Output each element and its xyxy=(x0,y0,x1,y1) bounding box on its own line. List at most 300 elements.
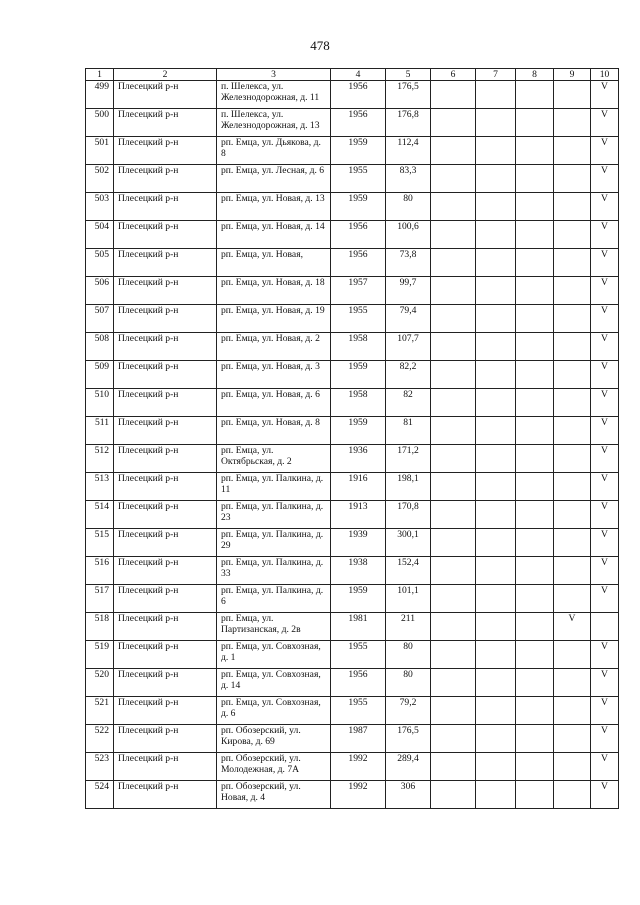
address-cell: рп. Обозерский, ул. Новая, д. 4 xyxy=(217,781,331,809)
area-cell: 211 xyxy=(386,613,431,641)
mark-cell xyxy=(554,417,591,445)
district-cell: Плесецкий р-н xyxy=(114,389,217,417)
empty-cell xyxy=(516,781,554,809)
table-row xyxy=(86,445,619,473)
table-row xyxy=(86,641,619,669)
year-cell: 1955 xyxy=(331,697,386,725)
empty-cell xyxy=(431,389,476,417)
address-cell: рп. Емца, ул. Совхозная, д. 14 xyxy=(217,669,331,697)
year-cell: 1987 xyxy=(331,725,386,753)
area-cell: 176,5 xyxy=(386,725,431,753)
district-cell: Плесецкий р-н xyxy=(114,501,217,529)
area-cell: 171,2 xyxy=(386,445,431,473)
address-cell: рп. Емца, ул. Новая, д. 2 xyxy=(217,333,331,361)
row-number-cell: 519 xyxy=(86,641,114,669)
mark-cell xyxy=(554,585,591,613)
address-cell: п. Шелекса, ул. Железнодорожная, д. 11 xyxy=(217,81,331,109)
column-header: 10 xyxy=(591,69,619,81)
empty-cell xyxy=(516,249,554,277)
district-cell: Плесецкий р-н xyxy=(114,305,217,333)
table-row xyxy=(86,473,619,501)
table-row xyxy=(86,333,619,361)
area-cell: 80 xyxy=(386,669,431,697)
column-header: 5 xyxy=(386,69,431,81)
area-cell: 80 xyxy=(386,641,431,669)
mark-cell xyxy=(554,557,591,585)
mark-cell: V xyxy=(591,109,619,137)
mark-cell: V xyxy=(591,193,619,221)
empty-cell xyxy=(476,725,516,753)
address-cell: п. Шелекса, ул. Железнодорожная, д. 13 xyxy=(217,109,331,137)
empty-cell xyxy=(516,361,554,389)
empty-cell xyxy=(476,389,516,417)
mark-cell xyxy=(554,249,591,277)
area-cell: 79,2 xyxy=(386,697,431,725)
empty-cell xyxy=(431,417,476,445)
district-cell: Плесецкий р-н xyxy=(114,585,217,613)
area-cell: 101,1 xyxy=(386,585,431,613)
empty-cell xyxy=(431,305,476,333)
empty-cell xyxy=(431,529,476,557)
mark-cell xyxy=(554,193,591,221)
table-row xyxy=(86,81,619,109)
mark-cell: V xyxy=(591,529,619,557)
table-row xyxy=(86,501,619,529)
empty-cell xyxy=(476,529,516,557)
empty-cell xyxy=(476,193,516,221)
mark-cell xyxy=(554,277,591,305)
district-cell: Плесецкий р-н xyxy=(114,753,217,781)
mark-cell: V xyxy=(591,445,619,473)
district-cell: Плесецкий р-н xyxy=(114,81,217,109)
year-cell: 1913 xyxy=(331,501,386,529)
empty-cell xyxy=(476,417,516,445)
mark-cell: V xyxy=(591,361,619,389)
address-cell: рп. Емца, ул. Палкина, д. 11 xyxy=(217,473,331,501)
address-cell: рп. Емца, ул. Палкина, д. 6 xyxy=(217,585,331,613)
empty-cell xyxy=(516,501,554,529)
address-cell: рп. Емца, ул. Новая, д. 19 xyxy=(217,305,331,333)
year-cell: 1959 xyxy=(331,585,386,613)
table-row xyxy=(86,137,619,165)
empty-cell xyxy=(516,277,554,305)
area-cell: 112,4 xyxy=(386,137,431,165)
empty-cell xyxy=(476,249,516,277)
column-header: 1 xyxy=(86,69,114,81)
address-cell: рп. Емца, ул. Новая, xyxy=(217,249,331,277)
address-cell: рп. Обозерский, ул. Молодежная, д. 7А xyxy=(217,753,331,781)
area-cell: 79,4 xyxy=(386,305,431,333)
year-cell: 1956 xyxy=(331,221,386,249)
row-number-cell: 508 xyxy=(86,333,114,361)
empty-cell xyxy=(476,361,516,389)
year-cell: 1939 xyxy=(331,529,386,557)
year-cell: 1956 xyxy=(331,109,386,137)
empty-cell xyxy=(516,473,554,501)
year-cell: 1959 xyxy=(331,417,386,445)
empty-cell xyxy=(431,781,476,809)
empty-cell xyxy=(476,333,516,361)
district-cell: Плесецкий р-н xyxy=(114,109,217,137)
row-number-cell: 520 xyxy=(86,669,114,697)
empty-cell xyxy=(516,697,554,725)
empty-cell xyxy=(476,277,516,305)
empty-cell xyxy=(476,697,516,725)
mark-cell xyxy=(554,669,591,697)
table-row xyxy=(86,753,619,781)
empty-cell xyxy=(516,137,554,165)
empty-cell xyxy=(516,613,554,641)
table-body xyxy=(86,81,619,809)
year-cell: 1959 xyxy=(331,193,386,221)
year-cell: 1938 xyxy=(331,557,386,585)
mark-cell: V xyxy=(591,753,619,781)
table-row xyxy=(86,221,619,249)
mark-cell: V xyxy=(591,305,619,333)
district-cell: Плесецкий р-н xyxy=(114,165,217,193)
district-cell: Плесецкий р-н xyxy=(114,193,217,221)
year-cell: 1981 xyxy=(331,613,386,641)
year-cell: 1958 xyxy=(331,389,386,417)
mark-cell xyxy=(554,81,591,109)
year-cell: 1956 xyxy=(331,81,386,109)
area-cell: 82,2 xyxy=(386,361,431,389)
column-header: 4 xyxy=(331,69,386,81)
empty-cell xyxy=(476,613,516,641)
table-row xyxy=(86,165,619,193)
mark-cell: V xyxy=(591,641,619,669)
mark-cell xyxy=(554,361,591,389)
mark-cell: V xyxy=(591,501,619,529)
empty-cell xyxy=(516,669,554,697)
year-cell: 1958 xyxy=(331,333,386,361)
mark-cell: V xyxy=(591,249,619,277)
empty-cell xyxy=(431,473,476,501)
empty-cell xyxy=(516,585,554,613)
table-row xyxy=(86,781,619,809)
empty-cell xyxy=(431,613,476,641)
empty-cell xyxy=(476,305,516,333)
year-cell: 1992 xyxy=(331,781,386,809)
empty-cell xyxy=(476,781,516,809)
district-cell: Плесецкий р-н xyxy=(114,417,217,445)
empty-cell xyxy=(431,193,476,221)
address-cell: рп. Емца, ул. Палкина, д. 29 xyxy=(217,529,331,557)
empty-cell xyxy=(476,501,516,529)
row-number-cell: 523 xyxy=(86,753,114,781)
empty-cell xyxy=(431,501,476,529)
empty-cell xyxy=(516,641,554,669)
address-cell: рп. Емца, ул. Партизанская, д. 2в xyxy=(217,613,331,641)
empty-cell xyxy=(431,81,476,109)
mark-cell: V xyxy=(591,221,619,249)
empty-cell xyxy=(431,165,476,193)
district-cell: Плесецкий р-н xyxy=(114,557,217,585)
area-cell: 306 xyxy=(386,781,431,809)
district-cell: Плесецкий р-н xyxy=(114,221,217,249)
year-cell: 1916 xyxy=(331,473,386,501)
empty-cell xyxy=(431,445,476,473)
address-cell: рп. Емца, ул. Новая, д. 8 xyxy=(217,417,331,445)
mark-cell: V xyxy=(591,585,619,613)
empty-cell xyxy=(476,165,516,193)
empty-cell xyxy=(516,557,554,585)
mark-cell xyxy=(554,389,591,417)
row-number-cell: 515 xyxy=(86,529,114,557)
row-number-cell: 509 xyxy=(86,361,114,389)
empty-cell xyxy=(431,725,476,753)
address-cell: рп. Емца, ул. Совхозная, д. 1 xyxy=(217,641,331,669)
empty-cell xyxy=(516,165,554,193)
row-number-cell: 506 xyxy=(86,277,114,305)
empty-cell xyxy=(431,669,476,697)
mark-cell: V xyxy=(591,725,619,753)
row-number-cell: 510 xyxy=(86,389,114,417)
area-cell: 176,5 xyxy=(386,81,431,109)
row-number-cell: 507 xyxy=(86,305,114,333)
row-number-cell: 511 xyxy=(86,417,114,445)
row-number-cell: 524 xyxy=(86,781,114,809)
table-row xyxy=(86,417,619,445)
empty-cell xyxy=(516,445,554,473)
row-number-cell: 499 xyxy=(86,81,114,109)
mark-cell: V xyxy=(591,417,619,445)
area-cell: 100,6 xyxy=(386,221,431,249)
mark-cell: V xyxy=(591,781,619,809)
empty-cell xyxy=(431,109,476,137)
row-number-cell: 521 xyxy=(86,697,114,725)
empty-cell xyxy=(431,641,476,669)
mark-cell: V xyxy=(591,137,619,165)
address-cell: рп. Емца, ул. Палкина, д. 33 xyxy=(217,557,331,585)
mark-cell xyxy=(554,473,591,501)
mark-cell xyxy=(554,305,591,333)
empty-cell xyxy=(476,109,516,137)
empty-cell xyxy=(431,361,476,389)
mark-cell xyxy=(554,221,591,249)
table-row xyxy=(86,529,619,557)
empty-cell xyxy=(431,753,476,781)
row-number-cell: 500 xyxy=(86,109,114,137)
address-cell: рп. Емца, ул. Новая, д. 3 xyxy=(217,361,331,389)
mark-cell: V xyxy=(591,277,619,305)
table-row xyxy=(86,389,619,417)
column-header: 8 xyxy=(516,69,554,81)
empty-cell xyxy=(476,669,516,697)
empty-cell xyxy=(476,641,516,669)
mark-cell xyxy=(554,501,591,529)
empty-cell xyxy=(431,137,476,165)
table-row xyxy=(86,249,619,277)
address-cell: рп. Емца, ул. Лесная, д. 6 xyxy=(217,165,331,193)
table-row xyxy=(86,361,619,389)
empty-cell xyxy=(431,697,476,725)
mark-cell xyxy=(554,725,591,753)
address-cell: рп. Обозерский, ул. Кирова, д. 69 xyxy=(217,725,331,753)
district-cell: Плесецкий р-н xyxy=(114,473,217,501)
mark-cell: V xyxy=(591,81,619,109)
empty-cell xyxy=(516,81,554,109)
table-row xyxy=(86,193,619,221)
mark-cell xyxy=(554,109,591,137)
row-number-cell: 505 xyxy=(86,249,114,277)
area-cell: 82 xyxy=(386,389,431,417)
area-cell: 289,4 xyxy=(386,753,431,781)
mark-cell xyxy=(554,333,591,361)
district-cell: Плесецкий р-н xyxy=(114,613,217,641)
column-header: 3 xyxy=(217,69,331,81)
empty-cell xyxy=(431,557,476,585)
housing-table xyxy=(85,68,619,809)
district-cell: Плесецкий р-н xyxy=(114,361,217,389)
empty-cell xyxy=(476,221,516,249)
address-cell: рп. Емца, ул. Новая, д. 6 xyxy=(217,389,331,417)
area-cell: 300,1 xyxy=(386,529,431,557)
row-number-cell: 512 xyxy=(86,445,114,473)
table-row xyxy=(86,725,619,753)
empty-cell xyxy=(516,193,554,221)
table-row xyxy=(86,585,619,613)
empty-cell xyxy=(516,389,554,417)
column-header: 9 xyxy=(554,69,591,81)
year-cell: 1936 xyxy=(331,445,386,473)
address-cell: рп. Емца, ул. Палкина, д. 23 xyxy=(217,501,331,529)
page-number: 478 xyxy=(310,38,330,53)
mark-cell: V xyxy=(591,165,619,193)
district-cell: Плесецкий р-н xyxy=(114,333,217,361)
table-row xyxy=(86,109,619,137)
area-cell: 176,8 xyxy=(386,109,431,137)
mark-cell: V xyxy=(591,557,619,585)
district-cell: Плесецкий р-н xyxy=(114,529,217,557)
area-cell: 80 xyxy=(386,193,431,221)
mark-cell xyxy=(554,641,591,669)
mark-cell xyxy=(554,445,591,473)
year-cell: 1955 xyxy=(331,165,386,193)
column-number-row xyxy=(86,69,619,81)
empty-cell xyxy=(431,277,476,305)
table-row xyxy=(86,697,619,725)
empty-cell xyxy=(516,417,554,445)
year-cell: 1957 xyxy=(331,277,386,305)
mark-cell xyxy=(554,781,591,809)
year-cell: 1956 xyxy=(331,669,386,697)
empty-cell xyxy=(516,333,554,361)
area-cell: 81 xyxy=(386,417,431,445)
mark-cell xyxy=(554,753,591,781)
row-number-cell: 516 xyxy=(86,557,114,585)
district-cell: Плесецкий р-н xyxy=(114,137,217,165)
area-cell: 198,1 xyxy=(386,473,431,501)
mark-cell: V xyxy=(591,669,619,697)
row-number-cell: 517 xyxy=(86,585,114,613)
address-cell: рп. Емца, ул. Октябрьская, д. 2 xyxy=(217,445,331,473)
row-number-cell: 514 xyxy=(86,501,114,529)
mark-cell: V xyxy=(554,613,591,641)
empty-cell xyxy=(516,305,554,333)
address-cell: рп. Емца, ул. Дьякова, д. 8 xyxy=(217,137,331,165)
empty-cell xyxy=(476,473,516,501)
year-cell: 1992 xyxy=(331,753,386,781)
mark-cell: V xyxy=(591,389,619,417)
empty-cell xyxy=(476,445,516,473)
table-row xyxy=(86,277,619,305)
empty-cell xyxy=(476,81,516,109)
mark-cell xyxy=(554,697,591,725)
column-header: 2 xyxy=(114,69,217,81)
empty-cell xyxy=(431,333,476,361)
table-row xyxy=(86,613,619,641)
table-row xyxy=(86,305,619,333)
mark-cell xyxy=(554,137,591,165)
area-cell: 73,8 xyxy=(386,249,431,277)
address-cell: рп. Емца, ул. Совхозная, д. 6 xyxy=(217,697,331,725)
empty-cell xyxy=(431,585,476,613)
row-number-cell: 502 xyxy=(86,165,114,193)
row-number-cell: 503 xyxy=(86,193,114,221)
empty-cell xyxy=(516,753,554,781)
row-number-cell: 504 xyxy=(86,221,114,249)
area-cell: 152,4 xyxy=(386,557,431,585)
column-header: 6 xyxy=(431,69,476,81)
district-cell: Плесецкий р-н xyxy=(114,249,217,277)
area-cell: 99,7 xyxy=(386,277,431,305)
mark-cell xyxy=(554,165,591,193)
district-cell: Плесецкий р-н xyxy=(114,277,217,305)
mark-cell: V xyxy=(591,333,619,361)
empty-cell xyxy=(476,753,516,781)
table-row xyxy=(86,557,619,585)
mark-cell: V xyxy=(591,697,619,725)
address-cell: рп. Емца, ул. Новая, д. 18 xyxy=(217,277,331,305)
table-row xyxy=(86,669,619,697)
mark-cell xyxy=(591,613,619,641)
district-cell: Плесецкий р-н xyxy=(114,697,217,725)
year-cell: 1955 xyxy=(331,305,386,333)
year-cell: 1955 xyxy=(331,641,386,669)
mark-cell xyxy=(554,529,591,557)
year-cell: 1956 xyxy=(331,249,386,277)
empty-cell xyxy=(476,585,516,613)
empty-cell xyxy=(476,137,516,165)
area-cell: 170,8 xyxy=(386,501,431,529)
row-number-cell: 518 xyxy=(86,613,114,641)
year-cell: 1959 xyxy=(331,361,386,389)
column-header: 7 xyxy=(476,69,516,81)
row-number-cell: 513 xyxy=(86,473,114,501)
address-cell: рп. Емца, ул. Новая, д. 14 xyxy=(217,221,331,249)
district-cell: Плесецкий р-н xyxy=(114,641,217,669)
row-number-cell: 522 xyxy=(86,725,114,753)
empty-cell xyxy=(476,557,516,585)
empty-cell xyxy=(516,725,554,753)
district-cell: Плесецкий р-н xyxy=(114,669,217,697)
area-cell: 107,7 xyxy=(386,333,431,361)
empty-cell xyxy=(516,109,554,137)
district-cell: Плесецкий р-н xyxy=(114,445,217,473)
year-cell: 1959 xyxy=(331,137,386,165)
address-cell: рп. Емца, ул. Новая, д. 13 xyxy=(217,193,331,221)
empty-cell xyxy=(431,249,476,277)
district-cell: Плесецкий р-н xyxy=(114,725,217,753)
district-cell: Плесецкий р-н xyxy=(114,781,217,809)
row-number-cell: 501 xyxy=(86,137,114,165)
empty-cell xyxy=(431,221,476,249)
mark-cell: V xyxy=(591,473,619,501)
empty-cell xyxy=(516,529,554,557)
area-cell: 83,3 xyxy=(386,165,431,193)
empty-cell xyxy=(516,221,554,249)
